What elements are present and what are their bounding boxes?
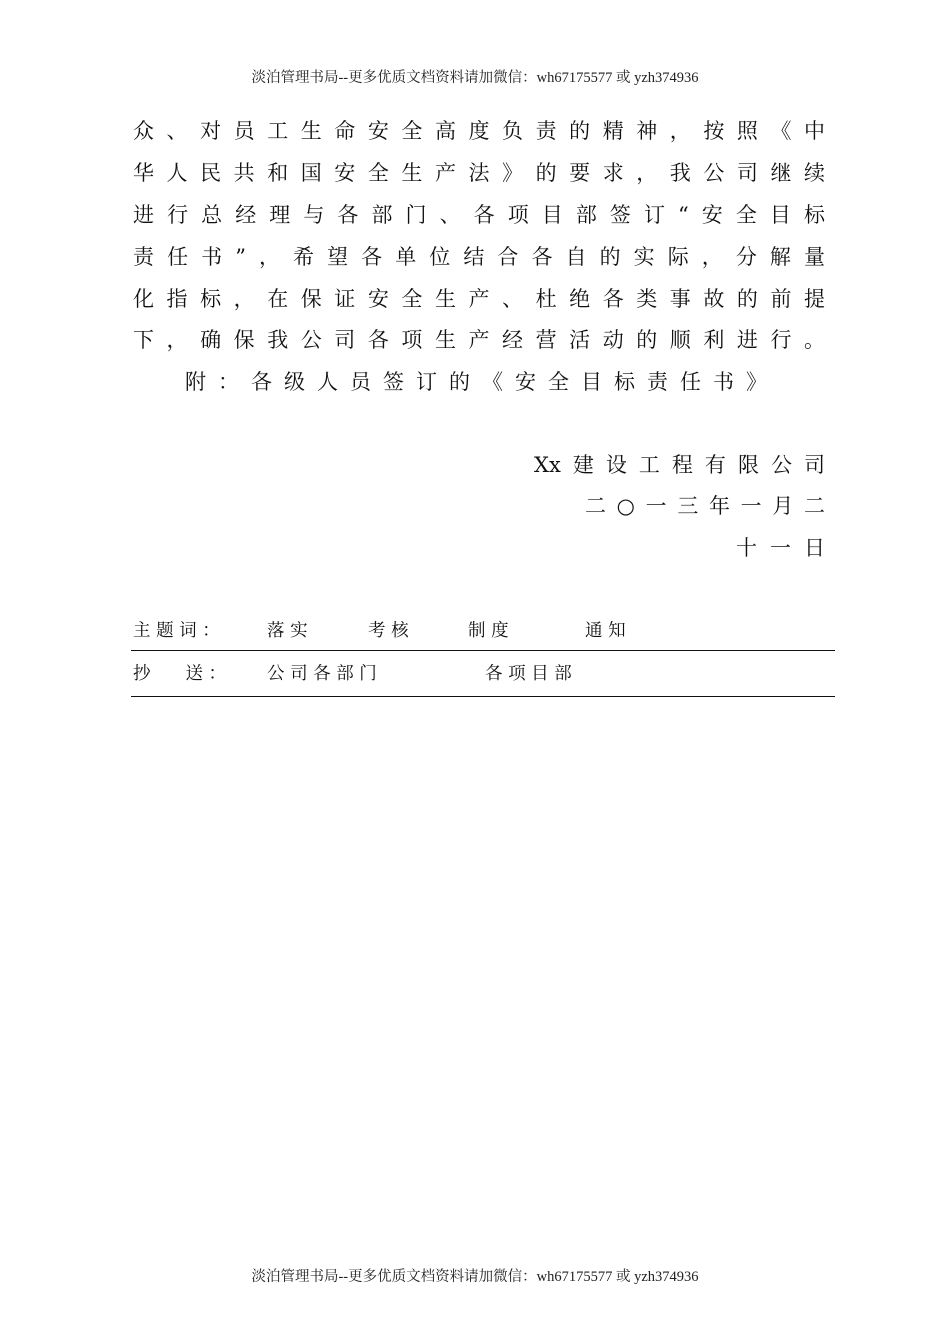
body-line-2: 华人民共和国安全生产法》的要求，我公司继续 [133, 161, 825, 185]
signature-company: Xx建设工程有限公司 [534, 453, 825, 477]
keyword-item: 落 实 [267, 621, 308, 641]
keyword-item: 考 核 [368, 621, 409, 641]
body-line-6: 下，确保我公司各项生产经营活动的顺利进行。 [133, 328, 825, 352]
body-line-4: 责任书”，希望各单位结合各自的实际，分解量 [133, 245, 825, 269]
body-line-3: 进行总经理与各部门、各项目部签订“安全目标 [133, 203, 825, 227]
cc-label: 抄 送 ： [133, 664, 227, 684]
page-header-note: 淡泊管理书局--更多优质文档资料请加微信：wh67175577 或 yzh374936 [251, 70, 699, 86]
cc-item: 公 司 各 部 门 [267, 664, 377, 684]
keywords-label: 主 题 词 ： [133, 621, 220, 641]
signature-date-line-2: 十一日 [736, 536, 825, 560]
divider-line [131, 650, 835, 651]
body-line-5: 化指标，在保证安全生产、杜绝各类事故的前提 [133, 287, 825, 311]
divider-line [131, 696, 835, 697]
body-line-1: 众、对员工生命安全高度负责的精神，按照《中 [133, 119, 825, 143]
attachment-line: 附：各级人员签订的《安全目标责任书》 [185, 370, 767, 394]
keyword-item: 通 知 [585, 621, 626, 641]
signature-date-line-1: 二○一三年一月二 [585, 494, 825, 518]
page-footer-note: 淡泊管理书局--更多优质文档资料请加微信：wh67175577 或 yzh374936 [251, 1269, 699, 1285]
cc-item: 各 项 目 部 [485, 664, 572, 684]
keyword-item: 制 度 [468, 621, 509, 641]
